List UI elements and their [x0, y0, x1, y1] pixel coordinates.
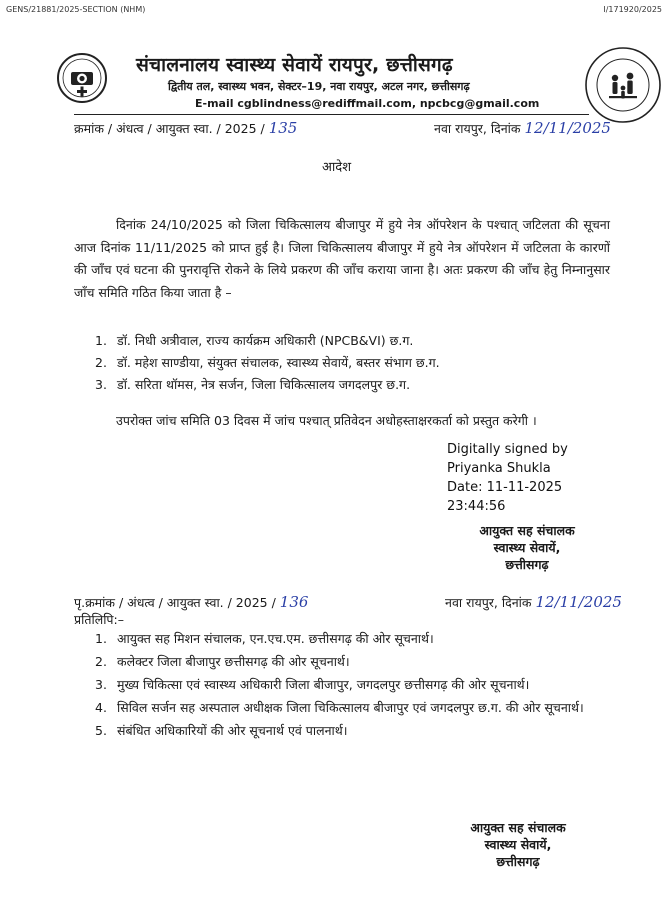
- list-item: 5. संबंधित अधिकारियों की ओर सूचनार्थ एवं पालनार्थ।: [95, 723, 348, 738]
- endorsement-reference: [74, 593, 308, 611]
- copies-list: [95, 629, 615, 744]
- list-item: 1. आयुक्त सह मिशन संचालक, एन.एच.एम. छत्तीसगढ़ की ओर सूचनार्थ।: [95, 631, 434, 646]
- signatory-block-bottom: आयुक्त सह संचालक स्वास्थ्य सेवायें, छत्तीसगढ़: [470, 820, 566, 869]
- department-title: संचालनालय स्वास्थ्य सेवायें रायपुर, छत्तीसगढ़: [136, 54, 453, 76]
- order-body-paragraph: दिनांक 24/10/2025 को जिला चिकित्सालय बीजापुर में हुये नेत्र ऑपरेशन के पश्चात् जटिलता की सूचना आज दिनांक 11/11/2025 को प्राप्त हुई है। जिला चिकित्सालय बीजापुर में हुये नेत्र ऑपरेशन में जटिलता के कारणों की जाँच एवं घटना की पुनरावृत्ति रोकने के लिये प्रकरण की जाँच कराया जाना है। अतः प्रकरण की जाँच हेतु निम्नानुसार जाँच समिति गठित किया जाता है –: [74, 217, 610, 300]
- order-date-prefix: नवा रायपुर, दिनांक: [434, 121, 521, 136]
- department-emblem-icon: [56, 52, 108, 104]
- list-item: 2. कलेक्टर जिला बीजापुर छत्तीसगढ़ की ओर सूचनार्थ।: [95, 654, 350, 669]
- endorsement-reference-number: 136: [279, 593, 309, 611]
- order-date: [434, 119, 611, 137]
- endorsement-date-prefix: नवा रायपुर, दिनांक: [445, 595, 532, 610]
- list-item: 2. डॉ. महेश साण्डीया, संयुक्त संचालक, स्वास्थ्य सेवायें, बस्तर संभाग छ.ग.: [95, 355, 440, 370]
- endorsement-reference-prefix: पृ.क्रमांक / अंधत्व / आयुक्त स्वा. / 2025 /: [74, 595, 276, 610]
- department-email: E-mail cgblindness@rediffmail.com, npcbcg@gmail.com: [195, 97, 540, 110]
- committee-list: [95, 332, 440, 398]
- file-reference: GENS/21881/2025-SECTION (NHM): [6, 5, 146, 14]
- signatory-block: आयुक्त सह संचालक स्वास्थ्य सेवायें, छत्तीसगढ़: [479, 523, 575, 572]
- list-item: 4. सिविल सर्जन सह अस्पताल अधीक्षक जिला चिकित्सालय बीजापुर एवं जगदलपुर छ.ग. की ओर सूचनार्थ।: [95, 700, 584, 715]
- national-health-mission-logo: [583, 45, 663, 125]
- document-title: आदेश: [322, 160, 352, 175]
- list-item: 3. डॉ. सरिता थॉमस, नेत्र सर्जन, जिला चिकित्सालय जगदलपुर छ.ग.: [95, 377, 411, 392]
- list-item: 1. डॉ. निधी अत्रीवाल, राज्य कार्यक्रम अधिकारी (NPCB&VI) छ.ग.: [95, 333, 414, 348]
- order-date-handwritten: 12/11/2025: [524, 119, 611, 137]
- order-reference: [74, 119, 297, 137]
- department-address: द्वितीय तल, स्वास्थ्य भवन, सेक्टर–19, नवा रायपुर, अटल नगर, छत्तीसगढ़: [168, 80, 470, 93]
- copy-to-label: प्रतिलिपि:–: [74, 612, 124, 627]
- endorsement-date: [445, 593, 622, 611]
- list-item: 3. मुख्य चिकित्सा एवं स्वास्थ्य अधिकारी जिला बीजापुर, जगदलपुर छत्तीसगढ़ की ओर सूचनार्थ।: [95, 677, 530, 692]
- order-reference-prefix: क्रमांक / अंधत्व / आयुक्त स्वा. / 2025 /: [74, 121, 265, 136]
- order-reference-number: 135: [268, 119, 298, 137]
- closing-paragraph: उपरोक्त जांच समिति 03 दिवस में जांच पश्चात् प्रतिवेदन अधोहस्ताक्षरकर्ता को प्रस्तुत करेगी ।: [116, 413, 537, 428]
- digital-signature: Digitally signed by Priyanka Shukla Date: 11-11-2025 23:44:56: [447, 442, 568, 514]
- endorsement-date-handwritten: 12/11/2025: [535, 593, 622, 611]
- header-divider: [74, 114, 589, 115]
- inward-reference: I/171920/2025: [603, 5, 662, 14]
